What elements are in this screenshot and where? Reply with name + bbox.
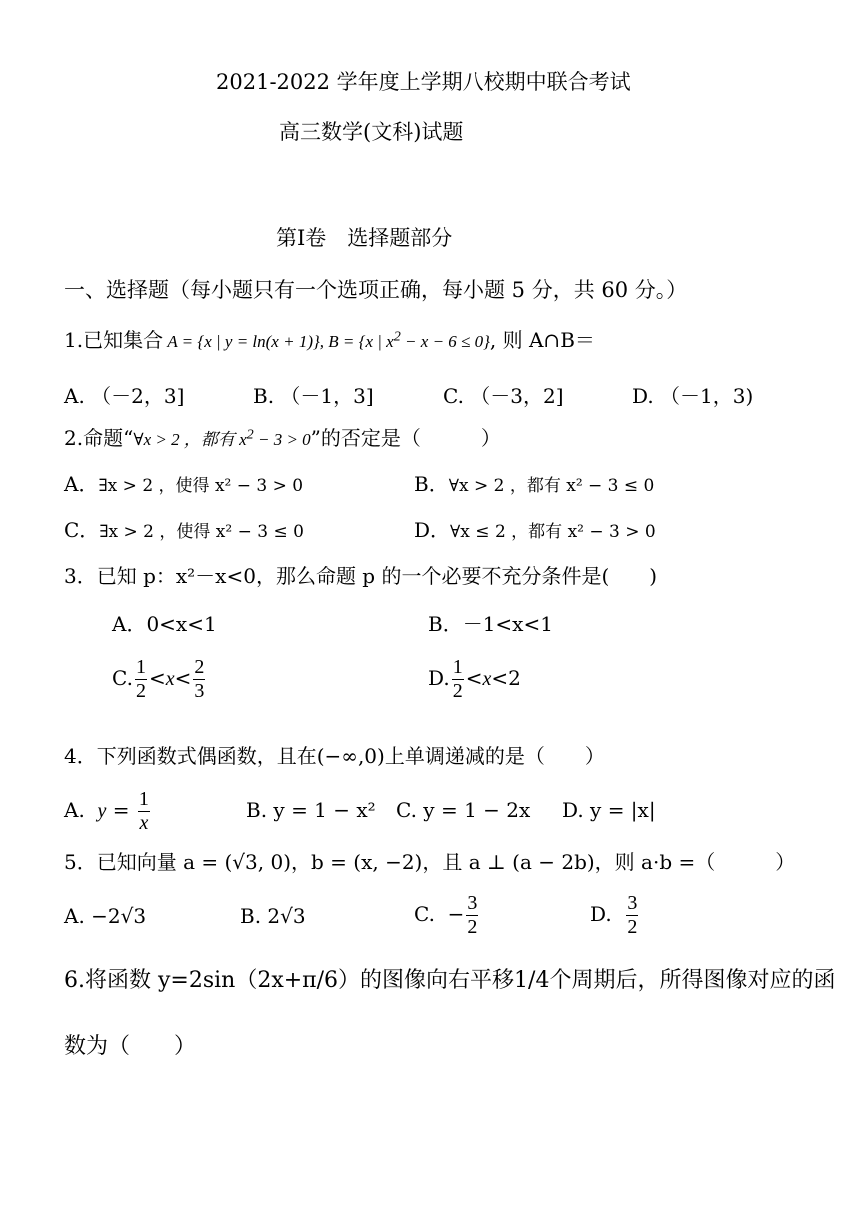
q1-set-a: A = {x | y = ln(x + 1)}, B = {x | $x^2 - x - 6 \le 0$} bbox=[163, 328, 490, 351]
q4-option-b: B. y = 1 − x² bbox=[246, 798, 376, 822]
q4-option-a: A. y = $\frac{1}{x}$ bbox=[64, 788, 149, 834]
q4-option-d: D. y = |x| bbox=[562, 798, 656, 822]
exam-title: 2021-2022 学年度上学期八校期中联合考试 bbox=[216, 70, 631, 94]
q3-option-a: A．0<x<1 bbox=[112, 612, 217, 636]
question-6-stem-continued: 数为（ ） bbox=[64, 1034, 197, 1059]
question-6-stem: 6.将函数 y=2sin（2x+π/6）的图像向右平移1/4个周期后，所得图像对应的函 bbox=[64, 968, 836, 993]
q2-prefix: 2.命题“ bbox=[64, 426, 134, 450]
exam-subtitle: 高三数学(文科)试题 bbox=[279, 120, 464, 144]
q1-suffix: , 则 A∩B＝ bbox=[489, 328, 595, 352]
q5-option-b: B. 2√3 bbox=[240, 904, 306, 928]
question-3-stem: 3．已知 p：x²－x<0，那么命题 p 的一个必要不充分条件是( ) bbox=[64, 564, 658, 588]
q2-option-c: C．∃x > 2 ，使得 x² − 3 ≤ 0 bbox=[64, 518, 304, 542]
q2-option-b: B．∀x > 2 ，都有 x² − 3 ≤ 0 bbox=[414, 472, 655, 496]
question-2-stem bbox=[64, 426, 501, 450]
q1-prefix: 1.已知集合 bbox=[64, 328, 164, 352]
q1-option-c: C. （－3，2] bbox=[443, 384, 564, 408]
question-4-stem: 4．下列函数式偶函数，且在(−∞,0)上单调递减的是（ ） bbox=[64, 744, 605, 768]
q3-option-d: D. $\frac{1}{2}$ <x<2 bbox=[428, 656, 521, 702]
q4-option-c: C. y = 1 − 2x bbox=[396, 798, 531, 822]
question-1-stem bbox=[64, 328, 595, 352]
q5-option-d: D. $\frac{3}{2}$ bbox=[590, 892, 638, 938]
part-title: 一、选择题（每小题只有一个选项正确，每小题 5 分，共 60 分。） bbox=[64, 278, 688, 302]
q1-option-b: B. （－1，3] bbox=[253, 384, 374, 408]
question-5-stem: 5．已知向量 a = (√3, 0)，b = (x, −2)，且 a ⊥ (a − 2b)，则 a·b =（ ） bbox=[64, 850, 796, 874]
q5-option-c: C. − $\frac{3}{2}$ bbox=[414, 892, 478, 938]
q2-math: ∀x > 2 ，都有 $x^2 - 3 > 0$ bbox=[133, 426, 311, 449]
q1-option-a: A. （－2，3] bbox=[64, 384, 185, 408]
q2-option-d: D．∀x ≤ 2 ，都有 x² − 3 > 0 bbox=[414, 518, 656, 542]
q1-option-d: D. （－1，3) bbox=[632, 384, 754, 408]
q3-option-c: C. $\frac{1}{2}$ <x< $\frac{2}{3}$ bbox=[112, 656, 205, 702]
q2-option-a: A．∃x > 2 ，使得 x² − 3 > 0 bbox=[64, 472, 304, 496]
q2-suffix: ”的否定是（ ） bbox=[310, 426, 501, 450]
q5-option-a: A. −2√3 bbox=[64, 904, 147, 928]
section-heading: 第Ⅰ卷 选择题部分 bbox=[276, 226, 453, 250]
q3-option-b: B．－1<x<1 bbox=[428, 612, 553, 636]
